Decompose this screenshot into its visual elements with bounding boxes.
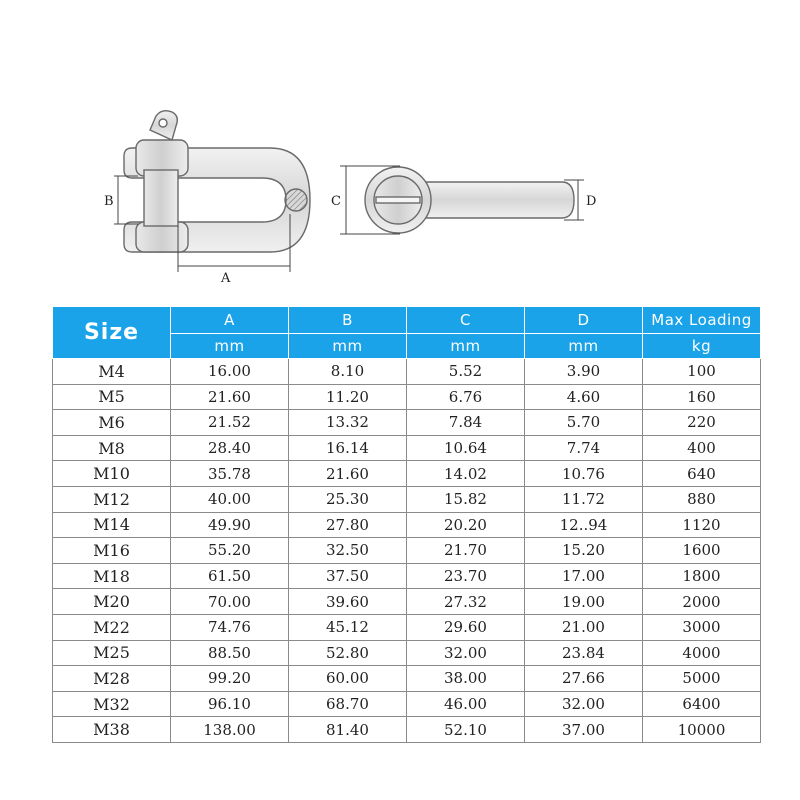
- value-cell: 16.00: [171, 359, 289, 385]
- value-cell: 27.32: [407, 589, 525, 615]
- value-cell: 14.02: [407, 461, 525, 487]
- table-row: [53, 359, 761, 385]
- table-row: [53, 717, 761, 743]
- value-cell: 28.40: [171, 435, 289, 461]
- column-header-b: B: [289, 307, 407, 334]
- size-cell: M4: [53, 359, 171, 385]
- table-row: [53, 589, 761, 615]
- value-cell: 3000: [643, 614, 761, 640]
- value-cell: 2000: [643, 589, 761, 615]
- size-cell: M10: [53, 461, 171, 487]
- value-cell: 17.00: [525, 563, 643, 589]
- value-cell: 25.30: [289, 486, 407, 512]
- size-column-header: Size: [53, 307, 171, 359]
- value-cell: 70.00: [171, 589, 289, 615]
- value-cell: 27.66: [525, 666, 643, 692]
- value-cell: 13.32: [289, 410, 407, 436]
- value-cell: 40.00: [171, 486, 289, 512]
- value-cell: 16.14: [289, 435, 407, 461]
- size-cell: M16: [53, 538, 171, 564]
- dimension-b: [114, 176, 138, 224]
- value-cell: 52.10: [407, 717, 525, 743]
- value-cell: 52.80: [289, 640, 407, 666]
- size-cell: M28: [53, 666, 171, 692]
- size-cell: M8: [53, 435, 171, 461]
- unit-header-b: mm: [289, 334, 407, 359]
- value-cell: 68.70: [289, 691, 407, 717]
- table-row: [53, 512, 761, 538]
- column-header-a: A: [171, 307, 289, 334]
- dimension-label-d: D: [586, 194, 597, 209]
- size-cell: M32: [53, 691, 171, 717]
- shackle-pin-view: [365, 167, 574, 233]
- value-cell: 96.10: [171, 691, 289, 717]
- value-cell: 10000: [643, 717, 761, 743]
- value-cell: 3.90: [525, 359, 643, 385]
- value-cell: 74.76: [171, 614, 289, 640]
- table-header: [53, 307, 761, 359]
- value-cell: 5.52: [407, 359, 525, 385]
- value-cell: 39.60: [289, 589, 407, 615]
- dimension-label-c: C: [331, 194, 341, 209]
- value-cell: 38.00: [407, 666, 525, 692]
- table-row: [53, 384, 761, 410]
- value-cell: 138.00: [171, 717, 289, 743]
- value-cell: 46.00: [407, 691, 525, 717]
- shackle-dimension-diagram: [0, 0, 800, 300]
- value-cell: 37.00: [525, 717, 643, 743]
- value-cell: 160: [643, 384, 761, 410]
- value-cell: 640: [643, 461, 761, 487]
- value-cell: 27.80: [289, 512, 407, 538]
- value-cell: 11.72: [525, 486, 643, 512]
- value-cell: 1600: [643, 538, 761, 564]
- value-cell: 100: [643, 359, 761, 385]
- unit-header-d: mm: [525, 334, 643, 359]
- value-cell: 32.00: [407, 640, 525, 666]
- unit-header-c: mm: [407, 334, 525, 359]
- value-cell: 10.76: [525, 461, 643, 487]
- size-cell: M5: [53, 384, 171, 410]
- table-row: [53, 435, 761, 461]
- value-cell: 19.00: [525, 589, 643, 615]
- table-row: [53, 486, 761, 512]
- table-row: [53, 410, 761, 436]
- specification-table: [52, 306, 761, 743]
- unit-header-a: mm: [171, 334, 289, 359]
- value-cell: 21.60: [171, 384, 289, 410]
- size-cell: M38: [53, 717, 171, 743]
- value-cell: 880: [643, 486, 761, 512]
- column-header-c: C: [407, 307, 525, 334]
- value-cell: 88.50: [171, 640, 289, 666]
- value-cell: 21.00: [525, 614, 643, 640]
- table-row: [53, 666, 761, 692]
- value-cell: 49.90: [171, 512, 289, 538]
- value-cell: 21.70: [407, 538, 525, 564]
- size-cell: M22: [53, 614, 171, 640]
- value-cell: 7.74: [525, 435, 643, 461]
- value-cell: 81.40: [289, 717, 407, 743]
- size-cell: M18: [53, 563, 171, 589]
- value-cell: 5000: [643, 666, 761, 692]
- value-cell: 37.50: [289, 563, 407, 589]
- value-cell: 61.50: [171, 563, 289, 589]
- value-cell: 21.52: [171, 410, 289, 436]
- value-cell: 15.20: [525, 538, 643, 564]
- size-cell: M25: [53, 640, 171, 666]
- value-cell: 21.60: [289, 461, 407, 487]
- table-row: [53, 563, 761, 589]
- table-body: [53, 359, 761, 743]
- value-cell: 32.00: [525, 691, 643, 717]
- value-cell: 20.20: [407, 512, 525, 538]
- value-cell: 1120: [643, 512, 761, 538]
- value-cell: 6.76: [407, 384, 525, 410]
- table-row: [53, 691, 761, 717]
- value-cell: 10.64: [407, 435, 525, 461]
- dimension-label-b: B: [104, 194, 114, 209]
- size-cell: M6: [53, 410, 171, 436]
- value-cell: 12..94: [525, 512, 643, 538]
- value-cell: 400: [643, 435, 761, 461]
- value-cell: 23.84: [525, 640, 643, 666]
- table-row: [53, 461, 761, 487]
- value-cell: 1800: [643, 563, 761, 589]
- value-cell: 4.60: [525, 384, 643, 410]
- value-cell: 99.20: [171, 666, 289, 692]
- value-cell: 55.20: [171, 538, 289, 564]
- size-cell: M12: [53, 486, 171, 512]
- value-cell: 15.82: [407, 486, 525, 512]
- value-cell: 5.70: [525, 410, 643, 436]
- size-cell: M20: [53, 589, 171, 615]
- value-cell: 29.60: [407, 614, 525, 640]
- value-cell: 32.50: [289, 538, 407, 564]
- value-cell: 11.20: [289, 384, 407, 410]
- column-header-max-loading: Max Loading: [643, 307, 761, 334]
- value-cell: 4000: [643, 640, 761, 666]
- value-cell: 45.12: [289, 614, 407, 640]
- shackle-side-view: [124, 111, 310, 252]
- value-cell: 7.84: [407, 410, 525, 436]
- value-cell: 35.78: [171, 461, 289, 487]
- size-cell: M14: [53, 512, 171, 538]
- value-cell: 6400: [643, 691, 761, 717]
- value-cell: 23.70: [407, 563, 525, 589]
- table-row: [53, 614, 761, 640]
- value-cell: 60.00: [289, 666, 407, 692]
- value-cell: 8.10: [289, 359, 407, 385]
- table-row: [53, 640, 761, 666]
- unit-header-max-loading: kg: [643, 334, 761, 359]
- dimension-label-a: A: [221, 271, 231, 286]
- table-row: [53, 538, 761, 564]
- value-cell: 220: [643, 410, 761, 436]
- column-header-d: D: [525, 307, 643, 334]
